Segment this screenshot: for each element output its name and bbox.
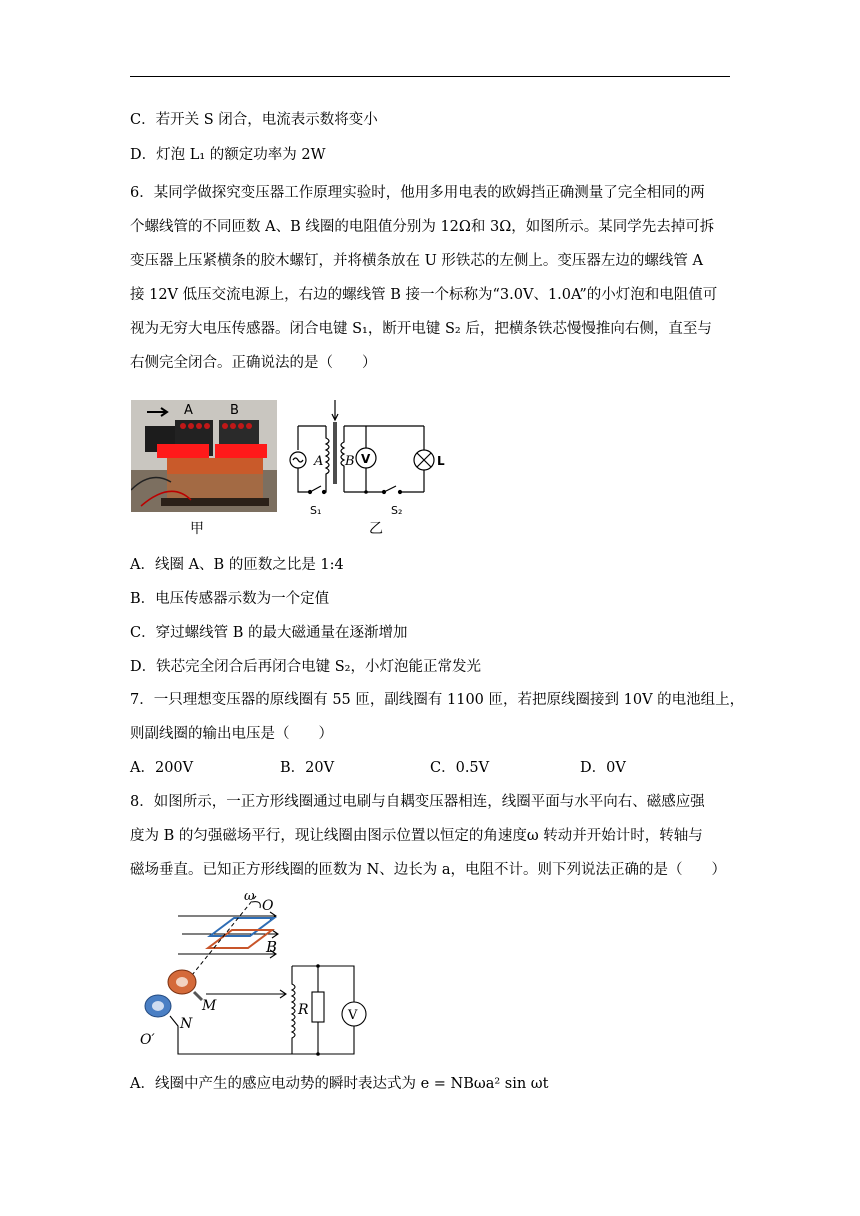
header-rule [130, 76, 730, 77]
q6-circuit-voltmeter-label: V [361, 452, 371, 466]
q5-option-c: C．若开关 S 闭合，电流表示数将变小 [130, 112, 378, 128]
q6-caption-yi: 乙 [369, 521, 383, 537]
q6-stem-line3: 变压器上压紧横条的胶木螺钉，并将横条放在 U 形铁芯的左侧上。变压器左边的螺线管 A [130, 253, 704, 269]
q8-figure-axis-o-prime-label: O′ [140, 1032, 155, 1048]
q8-figure-resistor-r-label: R [298, 1002, 309, 1018]
q6-stem-line6: 右侧完全闭合。正确说法的是（ ） [130, 355, 377, 371]
q8-figure-axis-o-label: O [262, 898, 274, 914]
q6-stem-line1: 6．某同学做探究变压器工作原理实验时，他用多用电表的欧姆挡正确测量了完全相同的两 [130, 185, 705, 201]
q8-figure-brush-n-label: N [180, 1016, 193, 1032]
q6-option-b: B．电压传感器示数为一个定值 [130, 591, 330, 607]
q6-circuit-switch-s2-label: S₂ [391, 504, 403, 517]
q6-circuit-label-b: B [345, 454, 355, 469]
q8-figure-omega-label: ω [244, 889, 255, 904]
q6-option-a: A．线圈 A、B 的匝数之比是 1:4 [130, 557, 344, 573]
q8-stem-line1: 8．如图所示，一正方形线圈通过电刷与自耦变压器相连，线圈平面与水平向右、磁感应强 [130, 794, 705, 810]
q8-stem-line3: 磁场垂直。已知正方形线圈的匝数为 N、边长为 a，电阻不计。则下列说法正确的是（ ） [130, 862, 727, 878]
q6-photo-label-a: A [184, 403, 193, 418]
q6-circuit-lamp-label: L [437, 454, 445, 468]
q6-figure-circuit [288, 398, 448, 522]
q7-stem-line2: 则副线圈的输出电压是（ ） [130, 726, 333, 742]
q6-option-d: D．铁芯完全闭合后再闭合电键 S₂，小灯泡能正常发光 [130, 659, 481, 675]
q7-option-b: B．20V [280, 760, 335, 776]
q6-caption-jia: 甲 [190, 521, 204, 537]
q6-photo-label-b: B [230, 403, 239, 418]
q7-option-c: C．0.5V [430, 760, 490, 776]
q6-stem-line4: 接 12V 低压交流电源上，右边的螺线管 B 接一个标称为“3.0V、1.0A”的小灯泡和电阻值可 [130, 287, 718, 303]
q8-option-a: A．线圈中产生的感应电动势的瞬时表达式为 e = NBωa² sin ωt [130, 1076, 549, 1092]
q8-figure-generator [138, 888, 388, 1060]
q5-option-d: D．灯泡 L₁ 的额定功率为 2W [130, 147, 326, 163]
q8-figure-field-b-label: B [266, 938, 278, 956]
q8-figure-brush-m-label: M [202, 998, 217, 1014]
q6-stem-line5: 视为无穷大电压传感器。闭合电键 S₁，断开电键 S₂ 后，把横条铁芯慢慢推向右侧，直至与 [130, 321, 712, 337]
q6-stem-line2: 个螺线管的不同匝数 A、B 线圈的电阻值分别为 12Ω和 3Ω，如图所示。某同学先去掉可拆 [130, 219, 715, 235]
q7-option-a: A．200V [130, 760, 194, 776]
q6-option-c: C．穿过螺线管 B 的最大磁通量在逐渐增加 [130, 625, 408, 641]
q8-figure-voltmeter-label: V [348, 1008, 358, 1023]
q8-stem-line2: 度为 B 的匀强磁场平行，现让线圈由图示位置以恒定的角速度ω 转动并开始计时，转轴与 [130, 828, 703, 844]
q7-stem-line1: 7．一只理想变压器的原线圈有 55 匝，副线圈有 1100 匝，若把原线圈接到 10V 的电池组上， [130, 692, 745, 708]
q7-option-d: D．0V [580, 760, 626, 776]
q6-figure-photo [131, 400, 277, 512]
q6-circuit-label-a: A [314, 454, 324, 469]
q6-circuit-switch-s1-label: S₁ [310, 504, 322, 517]
